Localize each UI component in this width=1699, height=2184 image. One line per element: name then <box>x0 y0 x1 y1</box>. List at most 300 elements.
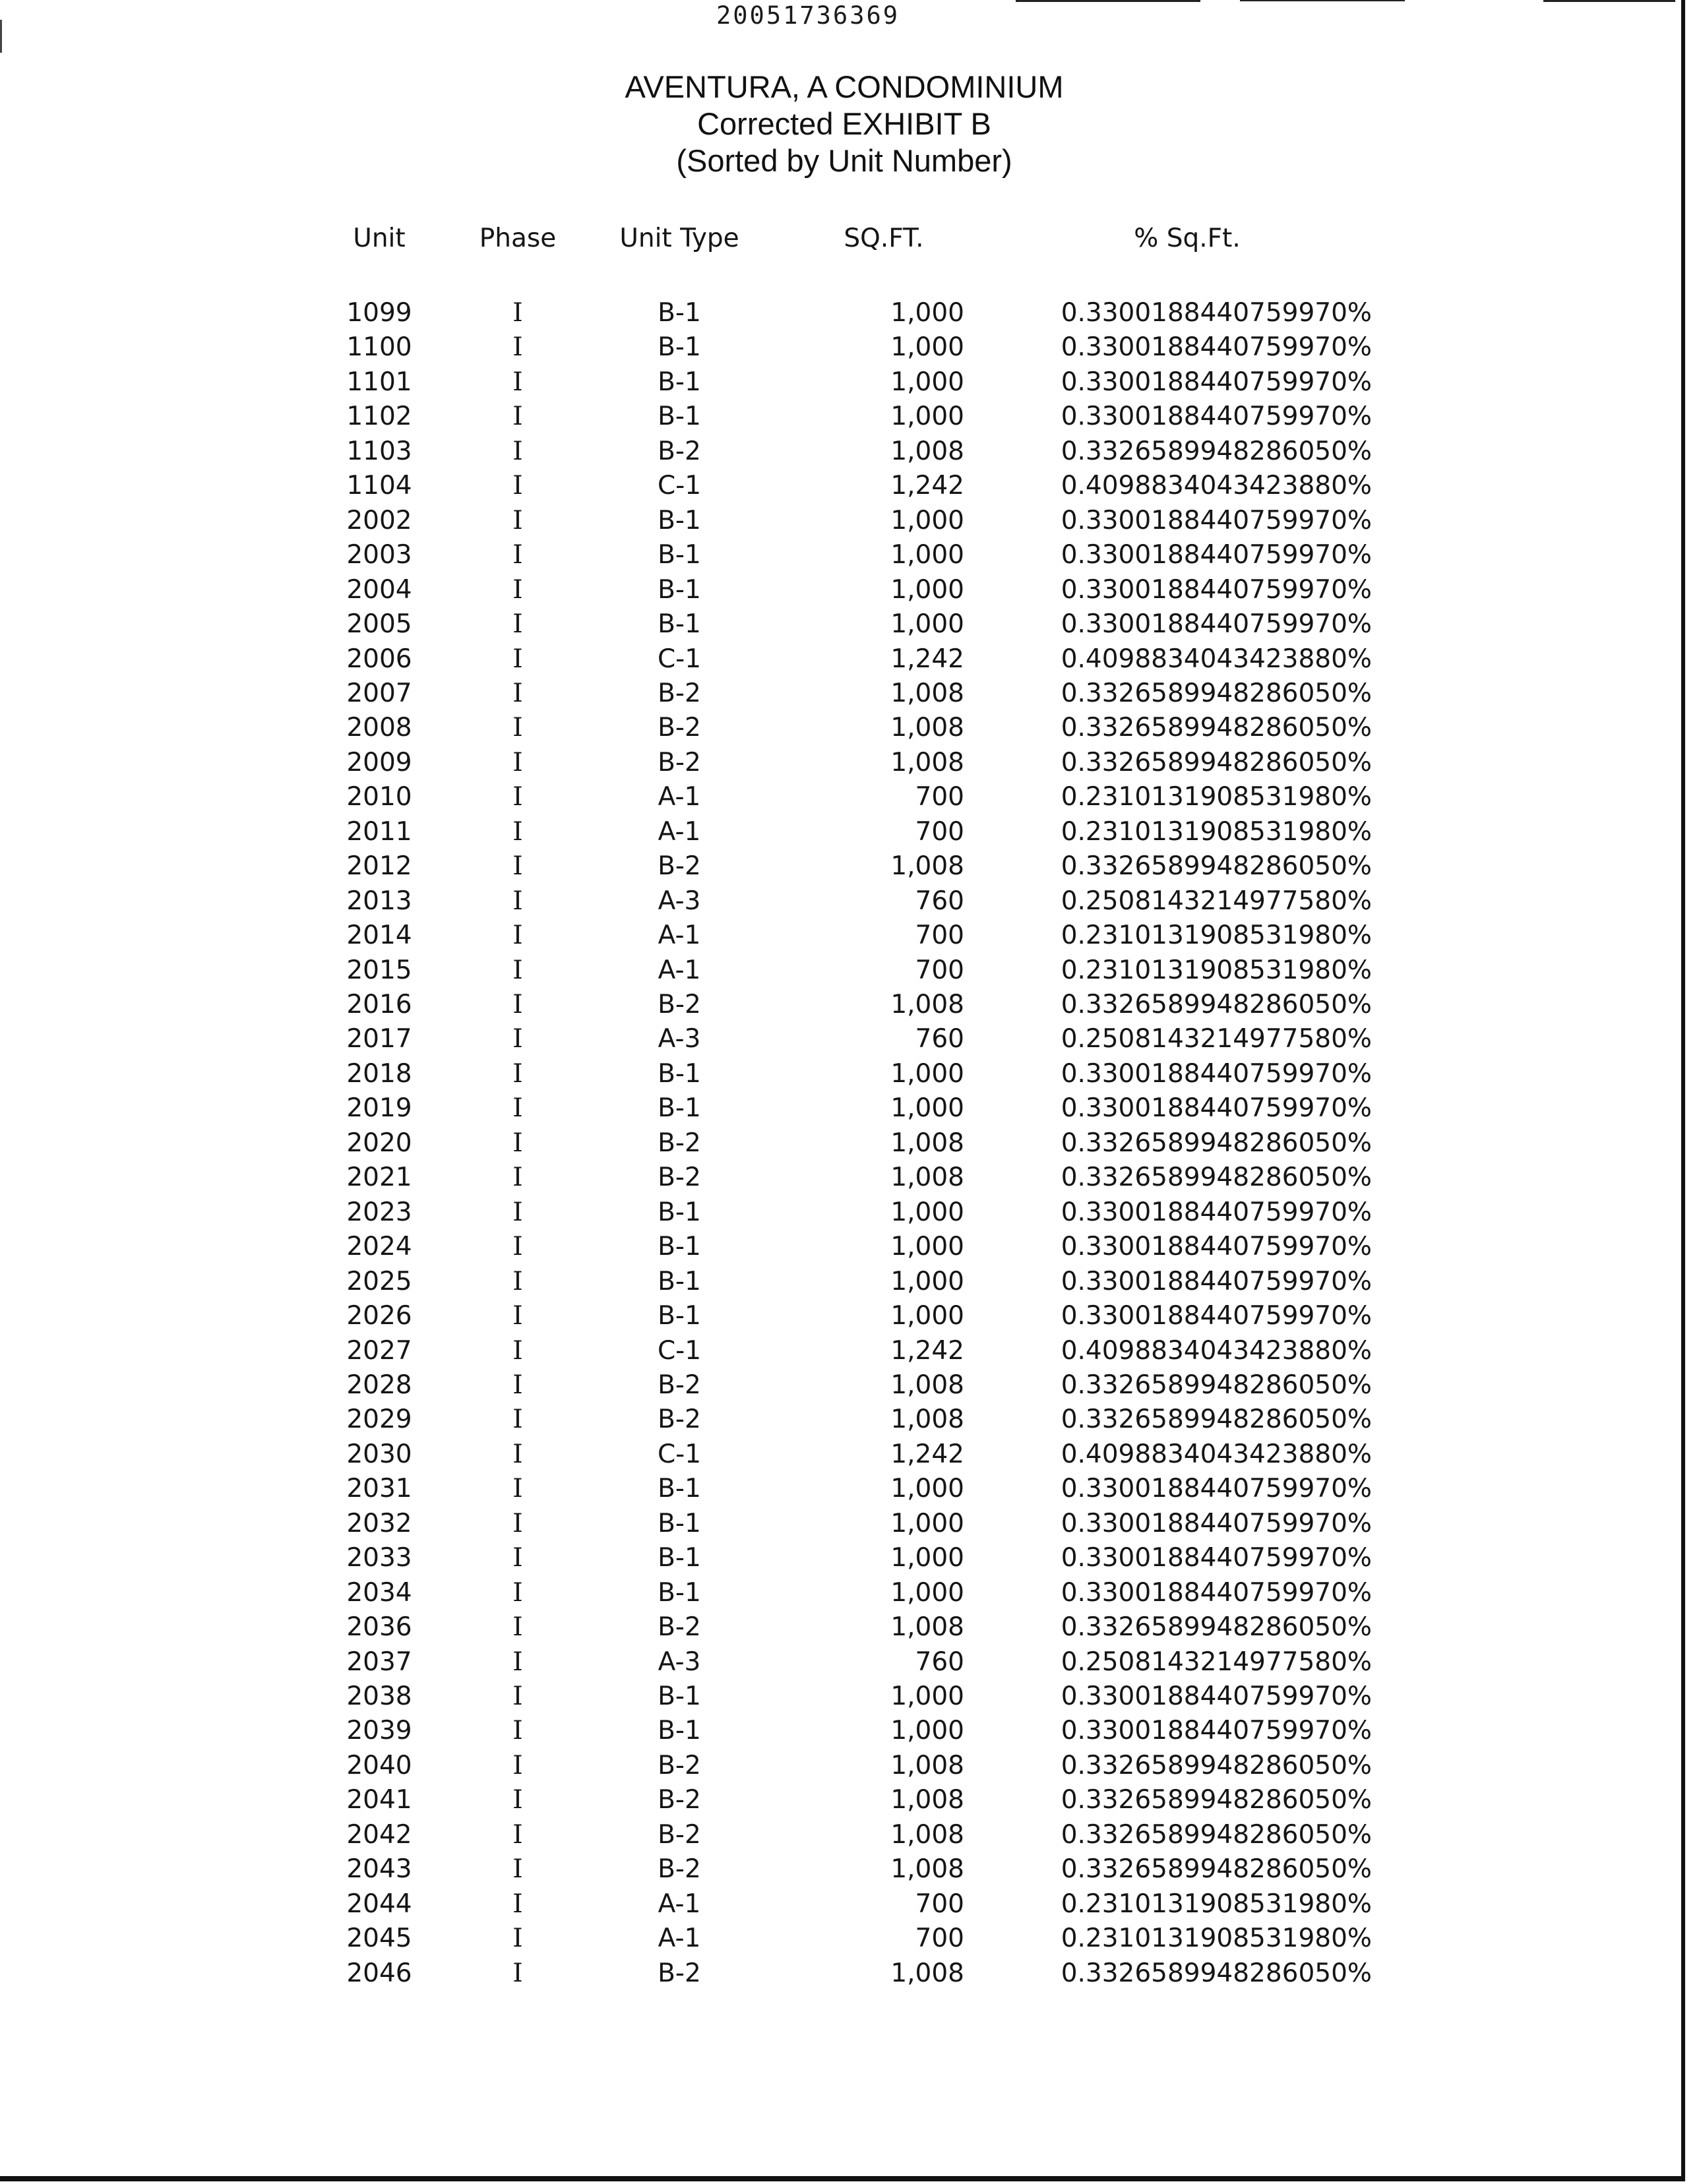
unit-type-cell: A-1 <box>658 1924 701 1954</box>
table-row <box>0 607 1699 642</box>
phase-cell: I <box>512 1750 523 1780</box>
unit-cell: 2036 <box>346 1612 412 1643</box>
phase-cell: I <box>512 1163 523 1193</box>
table-row <box>0 1576 1699 1610</box>
unit-type-cell: B-1 <box>658 1093 701 1124</box>
unit-type-cell: A-1 <box>658 921 701 951</box>
pct-sqft-cell: 0.2310131908531980% <box>1061 1889 1372 1919</box>
phase-cell: I <box>512 1889 523 1919</box>
sqft-cell: 700 <box>915 921 964 951</box>
table-row <box>0 988 1699 1022</box>
phase-cell: I <box>512 955 523 985</box>
unit-type-cell: B-1 <box>658 1301 701 1331</box>
unit-type-cell: B-1 <box>658 505 701 535</box>
header-sqft: SQ.FT. <box>844 224 924 253</box>
unit-cell: 2021 <box>346 1163 412 1193</box>
unit-type-cell: B-1 <box>658 574 701 605</box>
table-row <box>0 1852 1699 1887</box>
table-row <box>0 1645 1699 1680</box>
unit-cell: 2030 <box>346 1439 412 1469</box>
table-row <box>0 1472 1699 1506</box>
sqft-cell: 1,000 <box>890 332 964 363</box>
unit-type-cell: A-3 <box>658 1647 701 1677</box>
pct-sqft-cell: 0.3300188440759970% <box>1061 574 1372 605</box>
unit-type-cell: B-2 <box>658 1819 701 1850</box>
sqft-cell: 1,242 <box>890 471 964 501</box>
table-row <box>0 780 1699 814</box>
phase-cell: I <box>512 851 523 882</box>
pct-sqft-cell: 0.3300188440759970% <box>1061 1716 1372 1746</box>
phase-cell: I <box>512 332 523 363</box>
pct-sqft-cell: 0.3326589948286050% <box>1061 747 1372 777</box>
unit-cell: 2039 <box>346 1716 412 1746</box>
pct-sqft-cell: 0.3300188440759970% <box>1061 1197 1372 1227</box>
scan-artifact-mark <box>1240 0 1405 1</box>
sqft-cell: 1,000 <box>890 1197 964 1227</box>
unit-cell: 1104 <box>346 471 412 501</box>
unit-type-cell: B-2 <box>658 851 701 882</box>
phase-cell: I <box>512 1716 523 1746</box>
pct-sqft-cell: 0.3300188440759970% <box>1061 1266 1372 1296</box>
phase-cell: I <box>512 747 523 777</box>
pct-sqft-cell: 0.3326589948286050% <box>1061 851 1372 882</box>
unit-type-cell: A-1 <box>658 955 701 985</box>
table-row <box>0 954 1699 988</box>
phase-cell: I <box>512 1370 523 1400</box>
pct-sqft-cell: 0.2508143214977580% <box>1061 1024 1372 1054</box>
unit-cell: 1103 <box>346 436 412 466</box>
header-pct-sqft: % Sq.Ft. <box>1134 224 1241 253</box>
unit-type-cell: A-1 <box>658 782 701 812</box>
phase-cell: I <box>512 402 523 432</box>
phase-cell: I <box>512 367 523 397</box>
unit-type-cell: B-1 <box>658 1266 701 1296</box>
sqft-cell: 1,242 <box>890 1335 964 1366</box>
table-row <box>0 1196 1699 1230</box>
sqft-cell: 1,008 <box>890 1785 964 1815</box>
phase-cell: I <box>512 1785 523 1815</box>
unit-type-cell: B-2 <box>658 436 701 466</box>
unit-type-cell: A-3 <box>658 886 701 916</box>
unit-cell: 2005 <box>346 609 412 640</box>
table-row <box>0 1057 1699 1091</box>
unit-type-cell: B-1 <box>658 1197 701 1227</box>
unit-cell: 2013 <box>346 886 412 916</box>
table-row <box>0 746 1699 780</box>
table-row <box>0 1818 1699 1852</box>
sqft-cell: 700 <box>915 1924 964 1954</box>
pct-sqft-cell: 0.4098834043423880% <box>1061 644 1372 674</box>
table-row <box>0 1368 1699 1403</box>
unit-cell: 2020 <box>346 1128 412 1158</box>
phase-cell: I <box>512 1197 523 1227</box>
unit-cell: 2023 <box>346 1197 412 1227</box>
phase-cell: I <box>512 1612 523 1643</box>
unit-cell: 2018 <box>346 1058 412 1089</box>
unit-type-cell: B-2 <box>658 1785 701 1815</box>
table-row <box>0 365 1699 400</box>
pct-sqft-cell: 0.3326589948286050% <box>1061 713 1372 743</box>
unit-cell: 2002 <box>346 505 412 535</box>
sqft-cell: 1,000 <box>890 402 964 432</box>
unit-cell: 2006 <box>346 644 412 674</box>
sqft-cell: 760 <box>915 1024 964 1054</box>
table-row <box>0 919 1699 953</box>
phase-cell: I <box>512 298 523 328</box>
unit-type-cell: B-2 <box>658 713 701 743</box>
sqft-cell: 1,008 <box>890 1750 964 1780</box>
sqft-cell: 1,008 <box>890 851 964 882</box>
phase-cell: I <box>512 1854 523 1885</box>
sqft-cell: 1,008 <box>890 1958 964 1988</box>
unit-cell: 1100 <box>346 332 412 363</box>
unit-cell: 2008 <box>346 713 412 743</box>
pct-sqft-cell: 0.4098834043423880% <box>1061 1335 1372 1366</box>
unit-type-cell: B-1 <box>658 402 701 432</box>
document-number: 20051736369 <box>716 1 900 30</box>
unit-cell: 2010 <box>346 782 412 812</box>
phase-cell: I <box>512 1405 523 1435</box>
unit-type-cell: B-2 <box>658 1128 701 1158</box>
table-row <box>0 469 1699 503</box>
sqft-cell: 1,008 <box>890 436 964 466</box>
phase-cell: I <box>512 540 523 570</box>
unit-cell: 2012 <box>346 851 412 882</box>
unit-cell: 2028 <box>346 1370 412 1400</box>
sqft-cell: 1,008 <box>890 747 964 777</box>
unit-cell: 2040 <box>346 1750 412 1780</box>
unit-type-cell: B-1 <box>658 540 701 570</box>
pct-sqft-cell: 0.3300188440759970% <box>1061 1301 1372 1331</box>
sqft-cell: 700 <box>915 1889 964 1919</box>
pct-sqft-cell: 0.3300188440759970% <box>1061 505 1372 535</box>
unit-cell: 2032 <box>346 1508 412 1538</box>
sqft-cell: 1,000 <box>890 1682 964 1711</box>
pct-sqft-cell: 0.3300188440759970% <box>1061 609 1372 640</box>
unit-cell: 1099 <box>346 298 412 328</box>
scan-artifact-mark <box>1543 0 1675 2</box>
sqft-cell: 1,000 <box>890 1093 964 1124</box>
table-row <box>0 1126 1699 1161</box>
sqft-cell: 700 <box>915 955 964 985</box>
pct-sqft-cell: 0.3300188440759970% <box>1061 367 1372 397</box>
sqft-cell: 1,000 <box>890 1232 964 1262</box>
unit-cell: 2007 <box>346 678 412 708</box>
phase-cell: I <box>512 886 523 916</box>
pct-sqft-cell: 0.2310131908531980% <box>1061 816 1372 847</box>
unit-type-cell: B-1 <box>658 1232 701 1262</box>
pct-sqft-cell: 0.3326589948286050% <box>1061 1819 1372 1850</box>
pct-sqft-cell: 0.3326589948286050% <box>1061 1854 1372 1885</box>
unit-type-cell: A-3 <box>658 1024 701 1054</box>
phase-cell: I <box>512 1058 523 1089</box>
unit-cell: 2042 <box>346 1819 412 1850</box>
table-row <box>0 573 1699 607</box>
unit-cell: 2033 <box>346 1543 412 1573</box>
table-row <box>0 677 1699 711</box>
table-row <box>0 435 1699 469</box>
pct-sqft-cell: 0.3326589948286050% <box>1061 1612 1372 1643</box>
sqft-cell: 1,000 <box>890 1058 964 1089</box>
table-row <box>0 296 1699 330</box>
table-row <box>0 1541 1699 1575</box>
unit-cell: 2043 <box>346 1854 412 1885</box>
phase-cell: I <box>512 505 523 535</box>
unit-type-cell: B-1 <box>658 298 701 328</box>
table-row <box>0 1334 1699 1368</box>
unit-cell: 2011 <box>346 816 412 847</box>
pct-sqft-cell: 0.2310131908531980% <box>1061 1924 1372 1954</box>
sqft-cell: 1,000 <box>890 1577 964 1608</box>
pct-sqft-cell: 0.3326589948286050% <box>1061 1128 1372 1158</box>
title-line-1: AVENTURA, A CONDOMINIUM <box>625 69 1064 104</box>
phase-cell: I <box>512 1093 523 1124</box>
phase-cell: I <box>512 678 523 708</box>
unit-cell: 2029 <box>346 1405 412 1435</box>
unit-type-cell: B-1 <box>658 1474 701 1504</box>
table-row <box>0 538 1699 572</box>
table-row <box>0 400 1699 434</box>
unit-type-cell: B-2 <box>658 990 701 1019</box>
unit-cell: 2014 <box>346 921 412 951</box>
phase-cell: I <box>512 1301 523 1331</box>
sqft-cell: 1,008 <box>890 1370 964 1400</box>
sqft-cell: 1,008 <box>890 713 964 743</box>
phase-cell: I <box>512 1577 523 1608</box>
unit-cell: 2024 <box>346 1232 412 1262</box>
sqft-cell: 1,000 <box>890 1266 964 1296</box>
pct-sqft-cell: 0.3326589948286050% <box>1061 1958 1372 1988</box>
sqft-cell: 700 <box>915 816 964 847</box>
phase-cell: I <box>512 1474 523 1504</box>
unit-cell: 2045 <box>346 1924 412 1954</box>
unit-cell: 2015 <box>346 955 412 985</box>
header-unit-type: Unit Type <box>619 224 739 253</box>
unit-type-cell: B-1 <box>658 367 701 397</box>
sqft-cell: 1,000 <box>890 505 964 535</box>
unit-type-cell: B-1 <box>658 1543 701 1573</box>
phase-cell: I <box>512 1024 523 1054</box>
pct-sqft-cell: 0.4098834043423880% <box>1061 471 1372 501</box>
pct-sqft-cell: 0.2310131908531980% <box>1061 921 1372 951</box>
table-row <box>0 1922 1699 1956</box>
table-row <box>0 1265 1699 1299</box>
sqft-cell: 1,000 <box>890 1301 964 1331</box>
unit-type-cell: B-1 <box>658 1577 701 1608</box>
pct-sqft-cell: 0.3300188440759970% <box>1061 1577 1372 1608</box>
pct-sqft-cell: 0.3300188440759970% <box>1061 1232 1372 1262</box>
title-line-2: Corrected EXHIBIT B <box>697 106 991 141</box>
pct-sqft-cell: 0.3300188440759970% <box>1061 1508 1372 1538</box>
unit-cell: 2031 <box>346 1474 412 1504</box>
pct-sqft-cell: 0.3326589948286050% <box>1061 1370 1372 1400</box>
unit-type-cell: C-1 <box>657 1439 702 1469</box>
phase-cell: I <box>512 1819 523 1850</box>
sqft-cell: 760 <box>915 1647 964 1677</box>
sqft-cell: 1,008 <box>890 1854 964 1885</box>
phase-cell: I <box>512 1958 523 1988</box>
table-row <box>0 815 1699 849</box>
unit-type-cell: B-1 <box>658 1508 701 1538</box>
phase-cell: I <box>512 436 523 466</box>
sqft-cell: 1,000 <box>890 367 964 397</box>
unit-type-cell: B-2 <box>658 678 701 708</box>
table-row <box>0 642 1699 677</box>
sqft-cell: 700 <box>915 782 964 812</box>
unit-type-cell: B-1 <box>658 332 701 363</box>
unit-type-cell: B-2 <box>658 1750 701 1780</box>
unit-cell: 2044 <box>346 1889 412 1919</box>
table-row <box>0 1887 1699 1922</box>
table-row <box>0 1403 1699 1437</box>
phase-cell: I <box>512 1682 523 1711</box>
unit-type-cell: B-2 <box>658 747 701 777</box>
phase-cell: I <box>512 471 523 501</box>
unit-cell: 2041 <box>346 1785 412 1815</box>
unit-cell: 2025 <box>346 1266 412 1296</box>
table-row <box>0 711 1699 745</box>
unit-cell: 2038 <box>346 1682 412 1711</box>
unit-type-cell: C-1 <box>657 471 702 501</box>
page-border-bottom <box>0 2176 1685 2181</box>
phase-cell: I <box>512 1266 523 1296</box>
sqft-cell: 1,000 <box>890 298 964 328</box>
phase-cell: I <box>512 921 523 951</box>
unit-type-cell: C-1 <box>657 1335 702 1366</box>
phase-cell: I <box>512 644 523 674</box>
sqft-cell: 1,000 <box>890 1716 964 1746</box>
table-row <box>0 1783 1699 1817</box>
sqft-cell: 1,008 <box>890 990 964 1019</box>
pct-sqft-cell: 0.2310131908531980% <box>1061 782 1372 812</box>
sqft-cell: 1,000 <box>890 609 964 640</box>
phase-cell: I <box>512 782 523 812</box>
pct-sqft-cell: 0.2310131908531980% <box>1061 955 1372 985</box>
table-row <box>0 1610 1699 1645</box>
unit-cell: 1102 <box>346 402 412 432</box>
table-row <box>0 1299 1699 1333</box>
table-row <box>0 1507 1699 1541</box>
pct-sqft-cell: 0.3300188440759970% <box>1061 332 1372 363</box>
unit-cell: 2017 <box>346 1024 412 1054</box>
pct-sqft-cell: 0.3326589948286050% <box>1061 1405 1372 1435</box>
pct-sqft-cell: 0.2508143214977580% <box>1061 1647 1372 1677</box>
sqft-cell: 1,000 <box>890 574 964 605</box>
table-row <box>0 1680 1699 1714</box>
unit-type-cell: B-2 <box>658 1163 701 1193</box>
table-row <box>0 1749 1699 1783</box>
phase-cell: I <box>512 1508 523 1538</box>
phase-cell: I <box>512 1335 523 1366</box>
table-row <box>0 1438 1699 1472</box>
sqft-cell: 1,000 <box>890 540 964 570</box>
table-row <box>0 884 1699 919</box>
phase-cell: I <box>512 990 523 1019</box>
unit-type-cell: B-2 <box>658 1958 701 1988</box>
unit-cell: 2019 <box>346 1093 412 1124</box>
pct-sqft-cell: 0.3326589948286050% <box>1061 1785 1372 1815</box>
sqft-cell: 1,008 <box>890 1819 964 1850</box>
unit-type-cell: A-1 <box>658 1889 701 1919</box>
table-row <box>0 1714 1699 1748</box>
sqft-cell: 1,008 <box>890 1128 964 1158</box>
table-row <box>0 1091 1699 1126</box>
unit-cell: 2034 <box>346 1577 412 1608</box>
unit-type-cell: B-1 <box>658 1058 701 1089</box>
unit-type-cell: B-2 <box>658 1854 701 1885</box>
phase-cell: I <box>512 1543 523 1573</box>
table-row <box>0 1230 1699 1264</box>
unit-cell: 2037 <box>346 1647 412 1677</box>
table-row <box>0 330 1699 365</box>
pct-sqft-cell: 0.3326589948286050% <box>1061 1750 1372 1780</box>
unit-type-cell: A-1 <box>658 816 701 847</box>
phase-cell: I <box>512 816 523 847</box>
sqft-cell: 1,242 <box>890 1439 964 1469</box>
sqft-cell: 760 <box>915 886 964 916</box>
unit-cell: 2004 <box>346 574 412 605</box>
pct-sqft-cell: 0.3326589948286050% <box>1061 1163 1372 1193</box>
table-row <box>0 1161 1699 1195</box>
pct-sqft-cell: 0.3300188440759970% <box>1061 540 1372 570</box>
sqft-cell: 1,008 <box>890 678 964 708</box>
unit-type-cell: B-1 <box>658 1716 701 1746</box>
phase-cell: I <box>512 574 523 605</box>
unit-type-cell: B-1 <box>658 609 701 640</box>
pct-sqft-cell: 0.3326589948286050% <box>1061 436 1372 466</box>
phase-cell: I <box>512 1232 523 1262</box>
phase-cell: I <box>512 713 523 743</box>
phase-cell: I <box>512 1128 523 1158</box>
unit-type-cell: B-2 <box>658 1405 701 1435</box>
unit-type-cell: B-2 <box>658 1370 701 1400</box>
pct-sqft-cell: 0.3300188440759970% <box>1061 1474 1372 1504</box>
unit-cell: 1101 <box>346 367 412 397</box>
unit-cell: 2027 <box>346 1335 412 1366</box>
unit-type-cell: B-2 <box>658 1612 701 1643</box>
table-header <box>0 222 1699 256</box>
pct-sqft-cell: 0.3326589948286050% <box>1061 990 1372 1019</box>
phase-cell: I <box>512 609 523 640</box>
pct-sqft-cell: 0.3300188440759970% <box>1061 402 1372 432</box>
pct-sqft-cell: 0.4098834043423880% <box>1061 1439 1372 1469</box>
sqft-cell: 1,000 <box>890 1508 964 1538</box>
unit-cell: 2009 <box>346 747 412 777</box>
pct-sqft-cell: 0.3300188440759970% <box>1061 1682 1372 1711</box>
table-row <box>0 1957 1699 1991</box>
table-row <box>0 504 1699 538</box>
unit-cell: 2016 <box>346 990 412 1019</box>
pct-sqft-cell: 0.3300188440759970% <box>1061 1093 1372 1124</box>
header-phase: Phase <box>479 224 557 253</box>
pct-sqft-cell: 0.3300188440759970% <box>1061 1543 1372 1573</box>
scan-artifact-mark <box>1016 0 1200 2</box>
pct-sqft-cell: 0.3300188440759970% <box>1061 1058 1372 1089</box>
pct-sqft-cell: 0.3300188440759970% <box>1061 298 1372 328</box>
pct-sqft-cell: 0.2508143214977580% <box>1061 886 1372 916</box>
sqft-cell: 1,000 <box>890 1474 964 1504</box>
unit-type-cell: C-1 <box>657 644 702 674</box>
unit-type-cell: B-1 <box>658 1682 701 1711</box>
unit-cell: 2046 <box>346 1958 412 1988</box>
sqft-cell: 1,008 <box>890 1612 964 1643</box>
sqft-cell: 1,008 <box>890 1405 964 1435</box>
title-block <box>462 69 1227 179</box>
sqft-cell: 1,000 <box>890 1543 964 1573</box>
unit-cell: 2026 <box>346 1301 412 1331</box>
unit-cell: 2003 <box>346 540 412 570</box>
sqft-cell: 1,008 <box>890 1163 964 1193</box>
